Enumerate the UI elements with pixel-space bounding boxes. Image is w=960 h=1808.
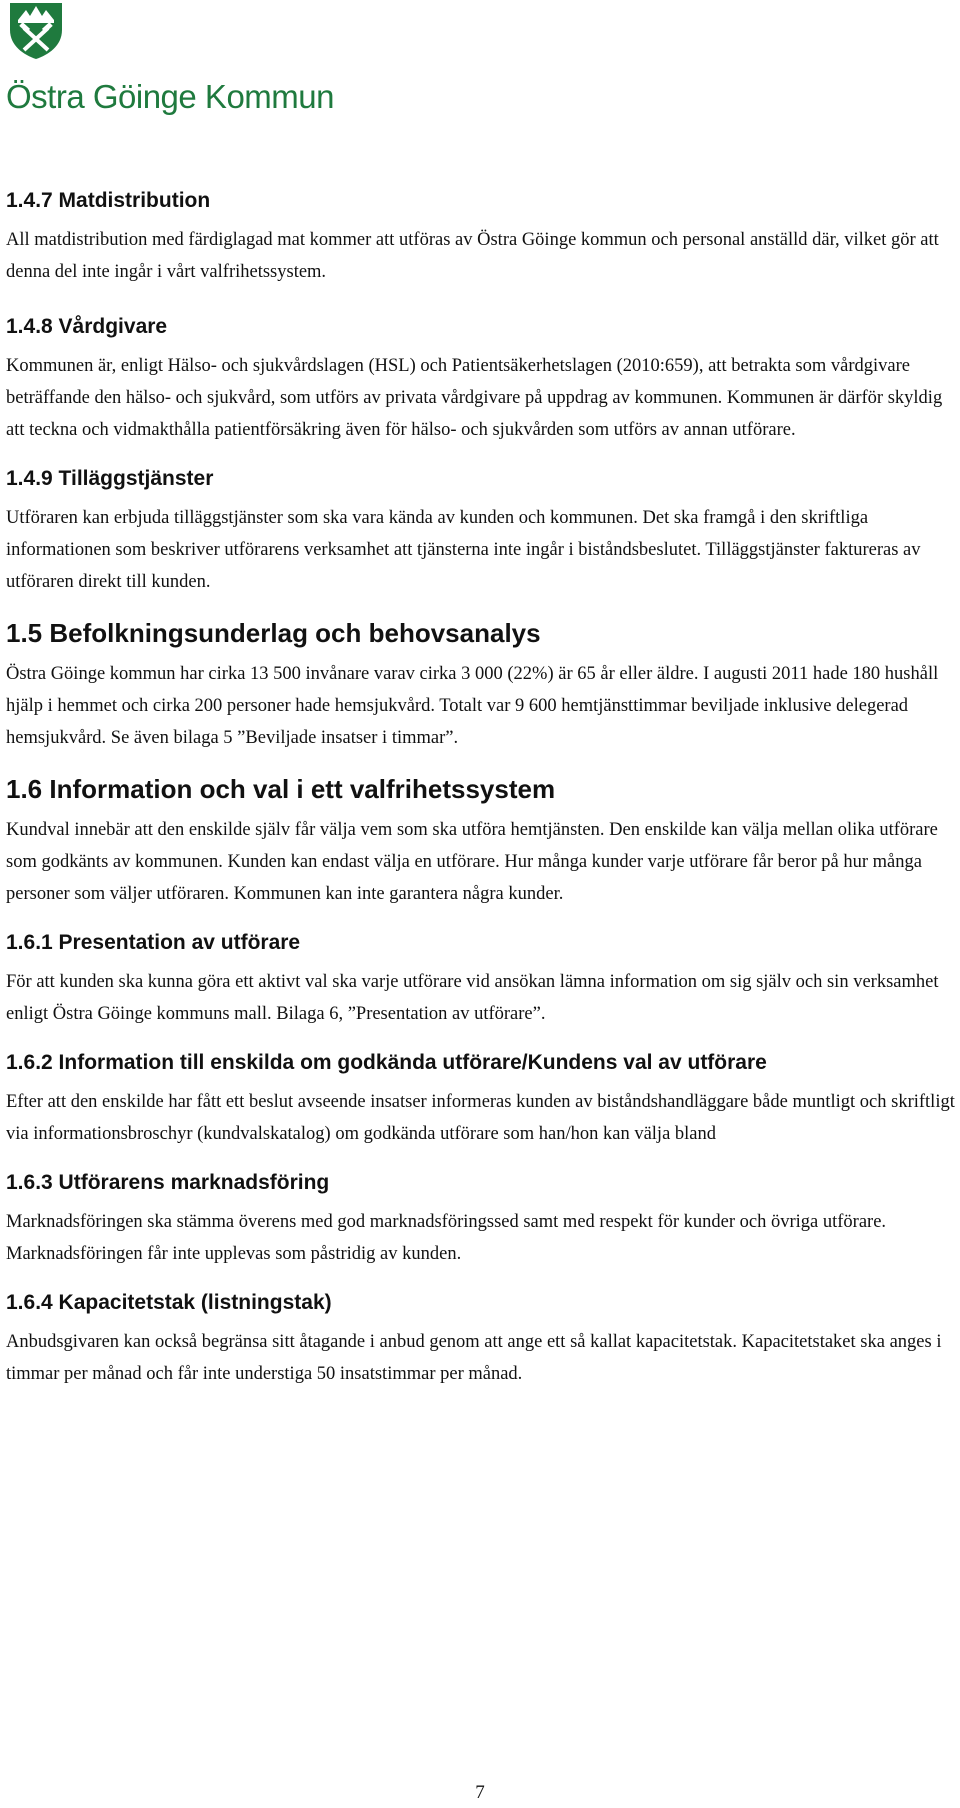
section-text-1-6-3: Marknadsföringen ska stämma överens med god marknadsföringssed samt med respekt för kunder och övriga utförare. Marknadsföringen får inte upplevas som påstridig av kunden.: [6, 1212, 887, 1264]
section-text-1-4-9: Utföraren kan erbjuda tilläggstjänster som ska vara kända av kunden och kommunen. Det ska framgå i den skriftliga informationen som beskriver utförarens verksamhet att tjänsterna inte ingår i biståndsbeslutet. Tilläggstjänster faktureras av utföraren direkt till kunden.: [6, 508, 921, 592]
municipality-name: Östra Göinge Kommun: [6, 78, 334, 115]
section-text-1-6: Kundval innebär att den enskilde själv får välja vem som ska utföra hemtjänsten. Den enskilde kan välja mellan olika utförare som godkänts av kommunen. Kunden kan endast välja en utförare. Hur många kunder varje utförare får beror på hur många personer som väljer utföraren. Kommunen kan inte garantera några kunder.: [6, 820, 938, 904]
section-heading-1-5: 1.5 Befolkningsunderlag och behovsanalys: [6, 618, 541, 648]
section-text-1-6-1: För att kunden ska kunna göra ett aktivt val ska varje utförare vid ansökan lämna information om sig själv och sin verksamhet enligt Östra Göinge kommuns mall. Bilaga 6, ”Presentation av utförare”.: [6, 972, 939, 1024]
section-heading-1-6-4: 1.6.4 Kapacitetstak (listningstak): [6, 1291, 332, 1314]
section-heading-1-6: 1.6 Information och val i ett valfrihetssystem: [6, 774, 556, 804]
section-heading-1-6-1: 1.6.1 Presentation av utförare: [6, 931, 301, 954]
section-heading-1-4-9: 1.4.9 Tilläggstjänster: [6, 467, 214, 490]
municipality-logo: [6, 0, 334, 116]
section-heading-1-6-2: 1.6.2 Information till enskilda om godkända utförare/Kundens val av utförare: [6, 1051, 767, 1074]
section-heading-1-4-7: 1.4.7 Matdistribution: [6, 189, 211, 212]
section-text-1-6-2: Efter att den enskilde har fått ett beslut avseende insatser informeras kunden av biståndshandläggare både muntligt och skriftligt via informationsbroschyr (kundvalskatalog) om godkända utförare som han/hon kan välja bland: [6, 1092, 955, 1144]
coat-of-arms-icon: [6, 0, 66, 60]
document-body: [6, 186, 956, 1390]
section-text-1-4-8: Kommunen är, enligt Hälso- och sjukvårdslagen (HSL) och Patientsäkerhetslagen (2010:659), att betrakta som vårdgivare beträffande den hälso- och sjukvård, som utförs av privata vårdgivare på uppdrag av kommunen. Kommunen är därför skyldig att teckna och vidmakthålla patientförsäkring även för hälso- och sjukvården som utförs av annan utförare.: [6, 356, 943, 440]
section-heading-1-6-3: 1.6.3 Utförarens marknadsföring: [6, 1171, 330, 1194]
section-text-1-5: Östra Göinge kommun har cirka 13 500 invånare varav cirka 3 000 (22%) är 65 år eller äldre. I augusti 2011 hade 180 hushåll hjälp i hemmet och cirka 200 personer hade hemsjukvård. Totalt var 9 600 hemtjänsttimmar beviljade inklusive delegerad hemsjukvård. Se även bilaga 5 ”Beviljade insatser i timmar”.: [6, 664, 939, 748]
section-heading-1-4-8: 1.4.8 Vårdgivare: [6, 315, 168, 338]
section-text-1-4-7: All matdistribution med färdiglagad mat kommer att utföras av Östra Göinge kommun och personal anställd där, vilket gör att denna del inte ingår i vårt valfrihetssystem.: [6, 230, 939, 282]
section-text-1-6-4: Anbudsgivaren kan också begränsa sitt åtagande i anbud genom att ange ett så kallat kapacitetstak. Kapacitetstaket ska anges i timmar per månad och får inte understiga 50 insatstimmar per månad.: [6, 1332, 942, 1384]
page-number: 7: [475, 1782, 485, 1803]
